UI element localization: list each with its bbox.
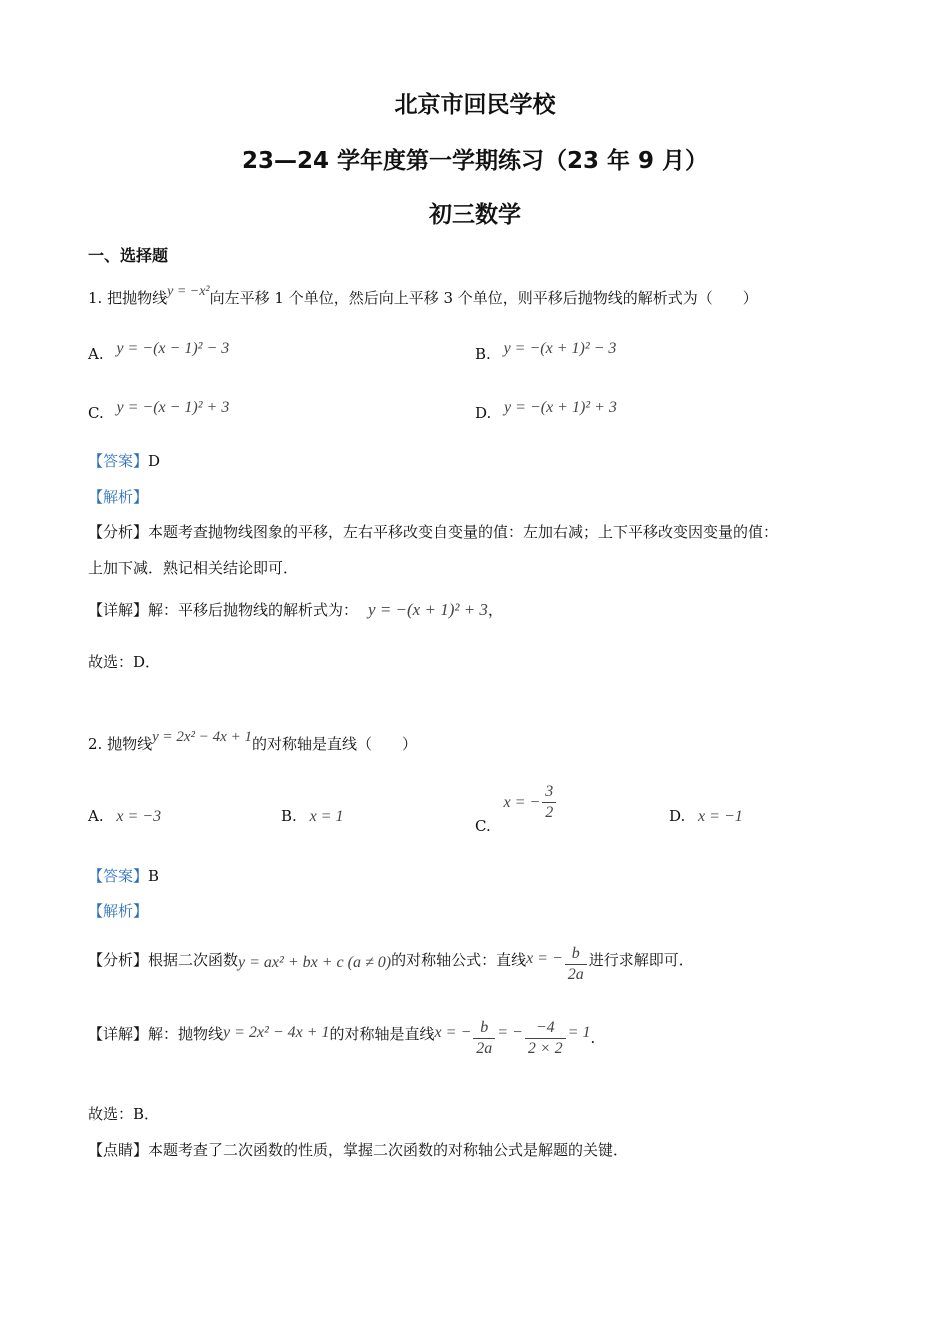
q1-answer	[88, 451, 160, 471]
q2-fenxi-fraction	[565, 944, 587, 985]
q2-dianjing	[88, 1140, 628, 1160]
q2-xj-fraction-2	[525, 1018, 566, 1059]
school-title: 北京市回民学校	[394, 92, 556, 118]
q1-fenxi-line2: 上加下减．熟记相关结论即可．	[88, 559, 299, 577]
q2-fenxi-frac-pre: x = −	[526, 949, 563, 967]
q1-text-pre: 把抛物线	[107, 289, 168, 307]
q2-option-b-label: B.	[281, 807, 297, 825]
q2-xj-den2: 2 × 2	[527, 1040, 563, 1057]
q1-option-b-label: B.	[475, 345, 491, 363]
q1-conclusion: 故选：D．	[88, 653, 161, 671]
q2-option-a	[88, 806, 161, 827]
q1-answer-value: D	[148, 452, 161, 470]
q2-option-c-fraction	[542, 782, 556, 823]
q2-fenxi-end: 进行求解即可．	[588, 950, 694, 969]
q2-option-b-expr: x = 1	[309, 808, 344, 825]
q1-equation: y = −x²	[167, 284, 210, 299]
q2-option-d-label: D.	[669, 807, 686, 825]
q2-option-d	[669, 806, 743, 827]
q1-stem	[88, 284, 758, 310]
q1-answer-tag: 【答案】	[88, 452, 149, 470]
q2-xiangjie-mid: 的对称轴是直线	[329, 1024, 435, 1043]
q2-answer	[88, 866, 159, 886]
q1-number: 1.	[88, 289, 103, 307]
q1-fenxi-line1: 本题考查抛物线图象的平移，左右平移改变自变量的值：左加右减；上下平移改变因变量的值：	[148, 523, 779, 541]
q2-fenxi	[88, 944, 694, 985]
q1-option-d-expr: y = −(x + 1)² + 3	[504, 399, 617, 416]
q2-option-c	[475, 782, 558, 835]
q2-option-b	[281, 806, 343, 827]
q1-xiangjie	[88, 600, 503, 620]
q1-xiangjie-end: ，	[487, 601, 503, 619]
q2-option-a-expr: x = −3	[116, 808, 162, 825]
q1-option-b	[475, 338, 617, 363]
q2-fenxi-tag: 【分析】	[88, 950, 149, 969]
subject-title: 初三数学	[429, 202, 521, 228]
q2-option-c-num: 3	[542, 782, 556, 803]
q2-fenxi-frac-num: b	[565, 944, 587, 965]
q1-option-a	[88, 338, 230, 363]
section-heading: 一、选择题	[88, 246, 169, 265]
q2-xj-den1: 2a	[476, 1040, 493, 1057]
q2-xj-end: ．	[590, 1028, 606, 1047]
q2-option-a-label: A.	[88, 807, 104, 825]
q1-option-a-expr: y = −(x − 1)² − 3	[116, 340, 230, 357]
q1-option-c-label: C.	[88, 404, 104, 422]
q2-analysis-tag: 【解析】	[88, 902, 149, 920]
q2-fenxi-eq: y = ax² + bx + c (a ≠ 0)	[238, 953, 392, 971]
q2-xj-result: = 1	[567, 1023, 591, 1041]
q1-xiangjie-text: 解：平移后抛物线的解析式为：	[148, 601, 359, 619]
q2-option-c-pre: x = −	[503, 793, 541, 811]
q2-answer-tag: 【答案】	[88, 867, 149, 885]
q2-option-c-label: C.	[475, 816, 491, 835]
q2-xiangjie-tag: 【详解】	[88, 1024, 149, 1043]
q1-fenxi	[88, 522, 778, 542]
q1-option-b-expr: y = −(x + 1)² − 3	[503, 340, 617, 357]
exam-title: 23—24 学年度第一学期练习（23 年 9 月）	[241, 148, 709, 174]
q2-stem	[88, 729, 417, 755]
q2-xiangjie	[88, 1018, 605, 1059]
q1-xiangjie-eq: y = −(x + 1)² + 3	[368, 600, 488, 619]
q1-option-c-expr: y = −(x − 1)² + 3	[116, 399, 230, 416]
q1-text-post: 向左平移 1 个单位，然后向上平移 3 个单位，则平移后抛物线的解析式为（ ）	[209, 289, 758, 307]
q2-xiangjie-eq: y = 2x² − 4x + 1	[223, 1023, 330, 1041]
q2-option-d-expr: x = −1	[698, 808, 743, 825]
q2-text-post: 的对称轴是直线（ ）	[251, 735, 417, 753]
q2-dianjing-tag: 【点睛】	[88, 1141, 149, 1159]
q2-number: 2.	[88, 735, 103, 753]
q2-xj-num2: −4	[525, 1018, 566, 1039]
q1-xiangjie-tag: 【详解】	[88, 601, 149, 619]
q2-fenxi-frac-den: 2a	[567, 966, 584, 983]
q2-conclusion: 故选：B．	[88, 1105, 160, 1123]
q2-fenxi-mid: 的对称轴公式：直线	[391, 950, 527, 969]
q2-answer-value: B	[148, 867, 160, 885]
q2-fenxi-text: 根据二次函数	[148, 950, 239, 969]
q1-analysis-tag: 【解析】	[88, 488, 149, 506]
q2-text-pre: 抛物线	[107, 735, 153, 753]
q2-xj-num1: b	[473, 1018, 495, 1039]
q2-xj-fraction-1	[473, 1018, 495, 1059]
q1-fenxi-tag: 【分析】	[88, 523, 149, 541]
q1-option-d-label: D.	[475, 404, 492, 422]
q2-dianjing-text: 本题考查了二次函数的性质，掌握二次函数的对称轴公式是解题的关键．	[148, 1141, 629, 1159]
q1-option-c	[88, 397, 230, 422]
q2-equation: y = 2x² − 4x + 1	[152, 729, 252, 745]
q2-xiangjie-text: 解：抛物线	[148, 1024, 224, 1043]
q1-option-a-label: A.	[88, 345, 104, 363]
q1-option-d	[475, 397, 617, 422]
q2-option-c-den: 2	[545, 804, 554, 821]
q2-xj-pre: x = −	[434, 1023, 472, 1041]
q2-xj-eq2: = −	[497, 1023, 523, 1041]
